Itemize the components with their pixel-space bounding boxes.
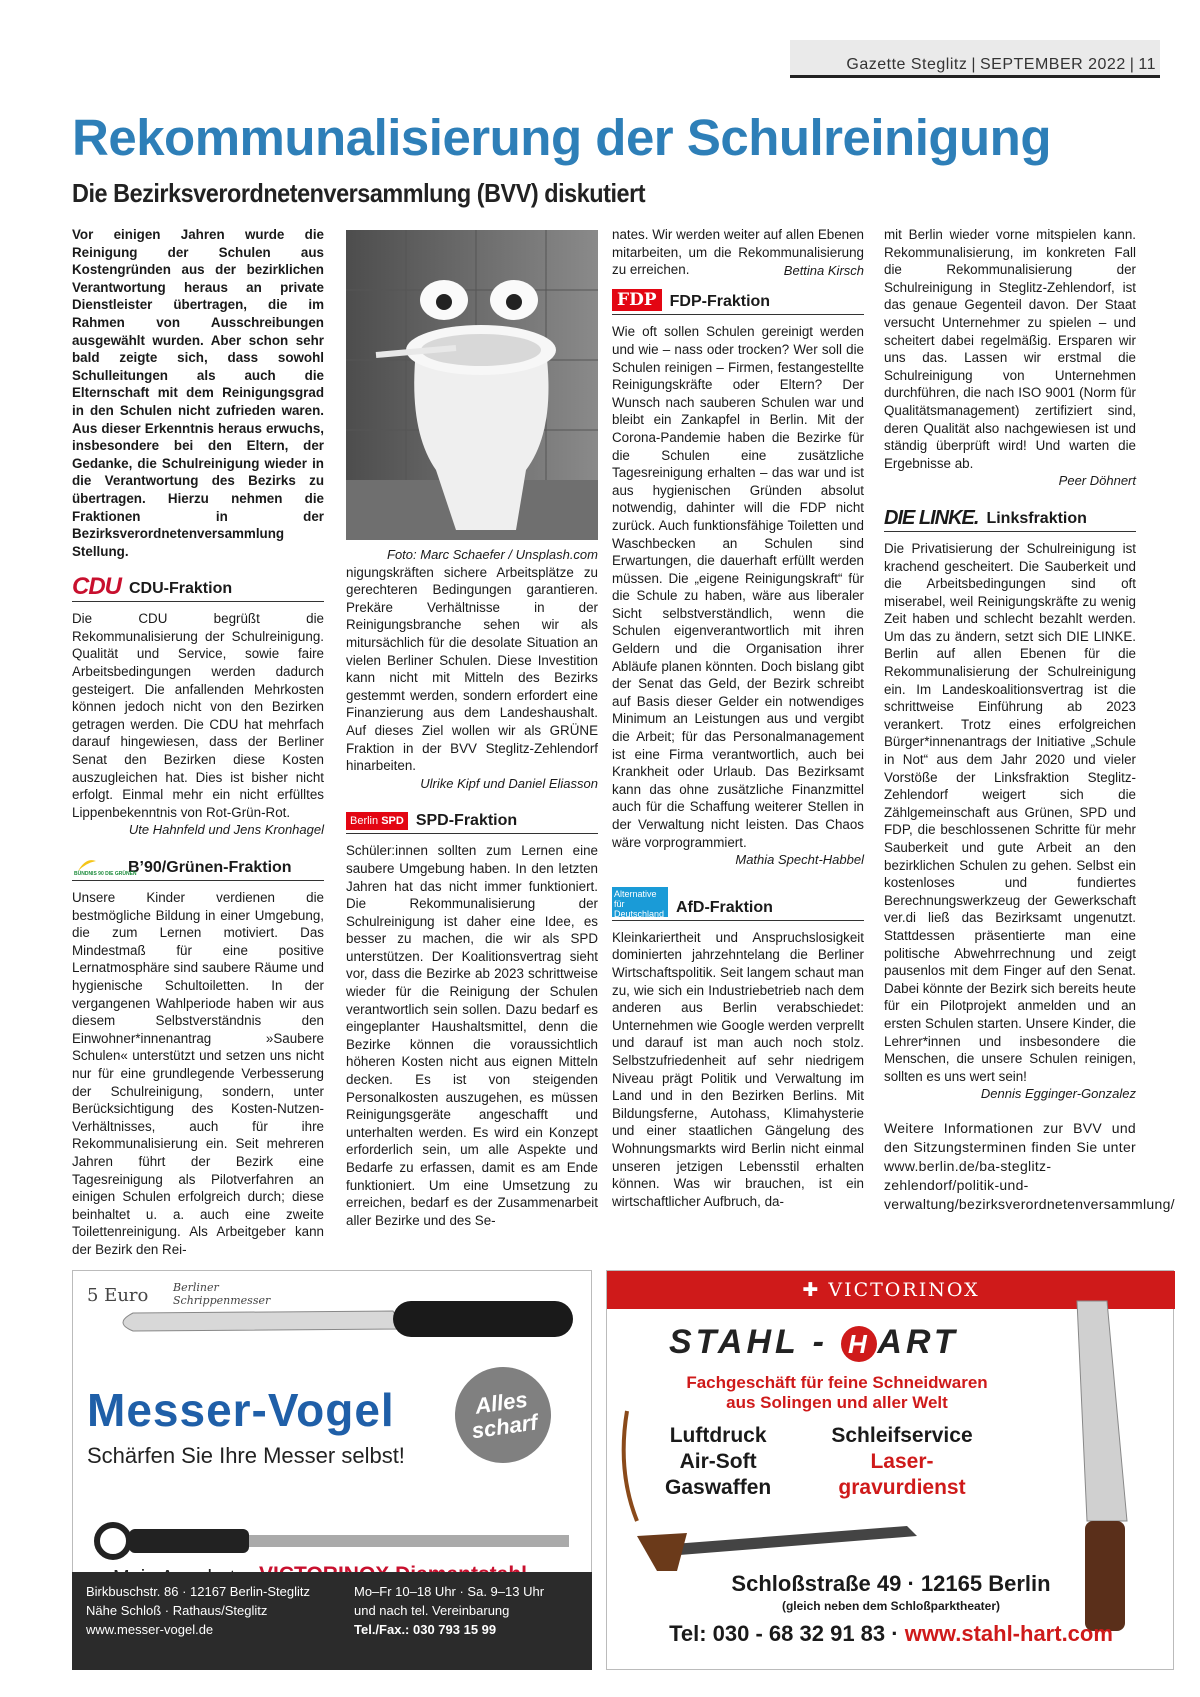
article-subtitle: Die Bezirksverordnetenversammlung (BVV) diskutiert <box>72 178 646 208</box>
fdp-heading <box>612 285 864 315</box>
gruene-text-continued: nigungskräften sichere Arbeitsplätze zu gerechteren Bedingungen garantieren. Prekäre Verhältnisse in der Reinigungsbranche sehen wir als mitursächlich für die desolate Situation an vielen Berliner Schulen. Diese Investition kann nicht mit Mitteln des Bezirks gestemmt werden, sondern erfordert eine Finanzierung aus dem Landeshaushalt. Auf dieses Ziel wollen wir als GRÜNE Fraktion in der BVV Steglitz-Zehlendorf hinarbeiten. <box>346 564 598 774</box>
cdu-heading <box>72 572 324 602</box>
afd-author: Peer Döhnert <box>1058 473 1136 489</box>
column-3 <box>612 226 864 1210</box>
page-number: 11 <box>1138 56 1156 73</box>
linke-name: Linksfraktion <box>986 509 1087 527</box>
ad-messer-vogel <box>72 1270 592 1610</box>
afd-text-continued: mit Berlin wieder vorne mitspielen kann. Rekommunalisierung, im konkreten Fall die Rekommunalisierung der Schulreinigung in Steglitz-Zehlendorf, ist das genaue Gegenteil davon. Der Staat versucht Unternehmer zu spielen – und scheitert dabei regelmäßig. Ersparen wir uns das. Lassen wir erstmal die Schulreinigung von Unternehmen durchführen, die nach ISO 9001 (Norm für Qualitätsmanagement) zertifiziert sind, deren Qualität also nachgewiesen ist und ständig überprüft wird! Und warten die Ergebnisse ab. <box>884 227 1136 471</box>
spd-name: SPD-Fraktion <box>415 812 518 830</box>
cdu-name: CDU-Fraktion <box>129 580 233 598</box>
spd-text-continued: nates. Wir werden weiter auf allen Ebenen mitarbeiten, um die Rekommunalisierung zu erreichen. <box>612 227 864 278</box>
spd-text: Schüler:innen sollten zum Lernen eine saubere Umgebung haben. In den letzten Jahren hat das nicht immer funktioniert. Die Rekommunalisierung der Schulreinigung ist daher eine Idee, es besser zu machen, die wir als SPD unterstützen. Der Koalitionsvertrag sieht vor, dass die Bezirke ab 2023 schrittweise wieder für die Reinigung der Schulen verantwortlich sein sollen. Dazu bedarf es eingeplanter Haushaltsmittel, denn die Bezirke können die voraussichtlich höheren Kosten nicht aus eignen Mitteln decken. Es ist von steigenden Personalkosten auszugehen, es müssen Reinigungsgeräte angeschafft und unterhalten werden. Es wird ein Konzept erforderlich sein, um alle Aspekte und Bedarfe zu erfassen, damit es am Ende funktioniert. Um eine Umsetzung zu erreichen, bedarf es der Zusammenarbeit aller Bezirke und des Se- <box>346 843 598 1228</box>
swiss-cross-icon: ✚ <box>802 1279 829 1301</box>
messer-vogel-footer <box>72 1572 592 1670</box>
spd-logo: Berlin SPD <box>346 812 408 830</box>
fdp-text: Wie oft sollen Schulen gereinigt werden und wie – nass oder trocken? Wer soll die Schulen reinigen – Firmen, festangestellte Reinigungskräfte oder Eltern? Der Wunsch nach sauberen Schulen war und bleibt ein Zankapfel in Berlin. Mit der Corona-Pandemie haben die Bezirke für die Schulen eine zusätzliche Tagesreinigung erhalten – das war und ist aus hygienischen Gründen absolut notwendig, dahinter will die FDP nicht zurück. Auch funktionsfähige Toiletten und Waschbecken an Schulen sind Erwartungen, die dauerhaft erfüllt werden müssen. Die „eigene Reinigungskraft“ für die Schule zu haben, wäre aus liberaler Sicht selbstverständlich, wenn die Schulen eigenverantwortlich mit ihren Geldern und die Organisation ihrer Abläufe planen könnten. Doch bislang gibt der Senat das Geld, der Bezirk schreibt auf Basis dieser Gelder ein notwendiges Minimum an Leistungen aus und vergibt die Arbeit; für das Personalmanagement ist eine Firma verantwortlich, auch bei Krankheit oder Urlaub. Das Bezirksamt kann das ohne zusätzliche Finanzmittel auch für die Schaffung weiterer Stellen in der Verwaltung nicht leisten. Das Chaos wäre vorprogrammiert. <box>612 324 864 850</box>
column-2 <box>346 546 598 1229</box>
stahl-hart-services-right: Schleifservice Laser- gravurdienst <box>831 1424 973 1499</box>
fdp-author: Mathia Specht-Habbel <box>735 852 864 868</box>
gruene-name: B’90/Grünen-Fraktion <box>128 859 292 876</box>
stahl-hart-logo: STAHL - H ART <box>669 1323 959 1361</box>
messer-vogel-hours: Mo–Fr 10–18 Uhr · Sa. 9–13 Uhr und nach tel. Vereinbarung Tel./Fax.: 030 793 15 99 <box>354 1584 545 1637</box>
linke-heading <box>884 502 1136 532</box>
afd-logo: Alternative für Deutschland <box>612 887 668 917</box>
messer-vogel-brand: Messer-Vogel <box>87 1384 395 1436</box>
ad-stahl-hart <box>606 1270 1174 1670</box>
toilet-photo <box>346 230 598 540</box>
article-title: Rekommunalisierung der Schulreinigung <box>72 109 1051 166</box>
page-header: Gazette Steglitz | SEPTEMBER 2022 | 11 <box>800 56 1160 74</box>
linke-text: Die Privatisierung der Schulreinigung ist krachend gescheitert. Die Sauberkeit und die Arbeitsbedingungen sind oft miserabel, weil Reinigungskräfte zu wenig Zeit haben und schlecht bezahlt werden. Um das zu ändern, setzt sich DIE LINKE. Berlin auf allen Ebenen für die Rekommunalisierung der Schulreinigung ein. Im Landeskoalitionsvertrag ist die schrittweise Einführung ab 2023 verankert. Trotz eines erfolgreichen Bürger*innenantrags der Initiative „Schule in Not“ aus dem Jahr 2020 und vieler Vorstöße der Linksfraktion Steglitz-Zehlendorf weigert sich die Zählgemeinschaft aus Grünen, SPD und FDP, die beschlossenen Schritte für mehr Sauberkeit und gute Arbeit an den bezirklichen Schulen zu gehen. Selbst ein kostenloses und fundiertes Berechnungswerkzeug der Gewerkschaft ver.di ließ das Bezirksamt ungenutzt. Stattdessen präsentierte man eine politische Abwehrrechnung und zeigt pausenlos mit dem Finger auf den Senat. Dabei könnte der Bezirk sich bereits heute für ein Pilotprojekt anmelden und an ersten Schulen starten. Unsere Kinder, die Lehrer*innen und insbesondere die Menschen, die unsere Schulen reinigen, sollten es uns wert sein! <box>884 540 1136 1084</box>
gruene-author: Ulrike Kipf und Daniel Eliasson <box>420 775 598 791</box>
cdu-text: Die CDU begrüßt die Rekommunalisierung der Schulreinigung. Qualität und Service, sowie faire Arbeitsbedingungen werden dadurch gesteigert. Die anfallenden Mehrkosten können jedoch nicht von den Bezirken getragen werden. Die CDU hat mehrfach darauf hingewiesen, dass der Berliner Senat den Bezirken diese Kosten auszugleichen hat. Dies ist bisher nicht erfolgt. Einmal mehr ein nicht erfülltes Lippenbekenntnis von Rot-Grün-Rot. <box>72 611 324 820</box>
linke-author: Dennis Egginger-Gonzalez <box>980 1086 1136 1102</box>
stahl-hart-subtitle: Fachgeschäft für feine Schneidwaren aus Solingen und aller Welt <box>686 1373 988 1412</box>
stahl-hart-address: Schloßstraße 49 · 12165 Berlin <box>731 1571 1051 1596</box>
fdp-name: FDP-Fraktion <box>669 293 771 311</box>
messer-vogel-tagline: Schärfen Sie Ihre Messer selbst! <box>87 1443 405 1468</box>
spd-author: Bettina Kirsch <box>783 262 864 278</box>
alles-scharf-bubble: Alles scharf <box>449 1361 557 1469</box>
stahl-hart-services-left: Luftdruck Air-Soft Gaswaffen <box>665 1424 772 1499</box>
stahl-hart-contact: Tel: 030 - 68 32 91 83 · www.stahl-hart.com <box>669 1621 1113 1646</box>
schrippenmesser-badge: Berliner Schrippenmesser <box>173 1281 271 1307</box>
more-info-text: Weitere Informationen zur BVV und den Sitzungsterminen finden Sie unter www.berlin.de/ba-steglitz-zehlendorf/politik-und-verwaltung/bezirksverordnetenversammlung/ <box>884 1119 1175 1212</box>
column-1 <box>72 226 324 1257</box>
afd-heading <box>612 881 864 921</box>
messer-vogel-address: Birkbuschstr. 86 · 12167 Berlin-Steglitz Nähe Schloß · Rathaus/Steglitz www.messer-vogel.de <box>86 1584 310 1637</box>
gruene-text <box>72 889 324 1257</box>
intro-text: Vor einigen Jahren wurde die Reinigung der Schulen aus Kostengründen aus der bezirklichen Verantwortung heraus an private Dienstleister übertragen, die im Rahmen von Ausschreibungen ausgewählt wurden. Aber schon sehr bald zeigte sich, dass sowohl Schulleitungen als auch die Elternschaft mit dem Reinigungsgrad in den Schulen nicht zufrieden waren. Aus dieser Erkenntnis heraus erwuchs, insbesondere bei den Eltern, der Gedanke, die Schulreinigung wieder in die Verantwortung des Bezirks zu übertragen. Hierzu nehmen die Fraktionen in der Bezirksverordnetenversammlung Stellung. <box>72 227 324 559</box>
publication-name: Gazette Steglitz <box>846 56 968 73</box>
gruene-logo-text: BÜNDNIS 90 DIE GRÜNEN <box>74 871 137 877</box>
column-4 <box>884 226 1175 1214</box>
cdu-author: Ute Hahnfeld und Jens Kronhagel <box>128 822 324 838</box>
issue-date: SEPTEMBER 2022 <box>980 56 1126 73</box>
spd-heading <box>346 804 598 834</box>
gruene-heading <box>72 851 324 881</box>
linke-logo: DIE LINKE. <box>884 506 979 529</box>
photo-caption: Foto: Marc Schaefer / Unsplash.com <box>387 547 598 562</box>
afd-text: Kleinkariertheit und Anspruchslosigkeit dominierten jahrzehntelang die Berliner Wirtschaftspolitik. Seit langem schaut man zu, wie sich ein Industriebetrieb nach dem anderen aus Berlin verabschiedet: Unternehmen wie Google werden verprellt und darauf ist man auch noch stolz. Selbstzufriedenheit auf sehr niedrigem Niveau prägt Politik und Verwaltung im Land und in den Bezirken Berlins. Mit Bildungsferne, Autohass, Klimahysterie und einer staatlichen Gängelung des Wohnungsmarkts wird Berlin nicht einmal unseren jetzigen Lebensstil erhalten können. Was wir brauchen, ist ein wirtschaftlicher Aufbruch, da- <box>612 929 864 1209</box>
fdp-logo: FDP <box>612 289 662 311</box>
coin-label: 5 Euro <box>87 1285 149 1306</box>
victorinox-banner: ✚ VICTORINOX <box>607 1271 1175 1309</box>
gruene-logo <box>72 855 137 877</box>
stahl-hart-address-note: (gleich neben dem Schloßparktheater) <box>781 1599 1001 1613</box>
cdu-logo: CDU <box>72 573 121 601</box>
afd-name: AfD-Fraktion <box>676 898 773 916</box>
gruene-text-part1: Unsere Kinder verdienen die bestmögliche Bildung in einer Umgebung, die zum Lernen motiviert. Das Mindestmaß für eine positive Lernatmosphäre sind saubere Räume und hygienische Schultoiletten. In der vergangenen Wahlperiode haben wir aus diesem Selbstverständnis den Einwohner*innenantrag »Saubere Schulen« unterstützt und setzen uns nicht nur für eine grundlegende Verbesserung der Schulreinigung, sondern, unter Berücksichtigung des Kosten-Nutzen-Verhältnisses, auch für ihre Rekommunalisierung ein. Seit mehreren Jahren führt der Bezirk eine Tagesreinigung als Pilotverfahren an einigen Schulen erfolgreich durch; diese beinhaltet u. a. auch eine zweite Toilettenreinigung. Als Arbeitgeber kann der Bezirk den Rei- <box>72 890 324 1257</box>
